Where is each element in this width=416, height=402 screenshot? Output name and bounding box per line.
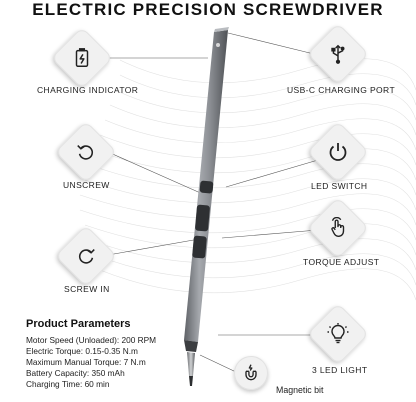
parameter-line: Battery Capacity: 350 mAh	[26, 368, 125, 378]
product-parameters	[26, 318, 216, 390]
magnetic-bit-label: Magnetic bit	[276, 385, 324, 395]
rotate-counterclockwise-icon	[75, 141, 97, 163]
parameter-line: Charging Time: 60 min	[26, 379, 110, 389]
unscrew-label: UNSCREW	[63, 180, 110, 190]
screw-in-label: SCREW IN	[64, 284, 110, 294]
magnet-icon	[241, 363, 261, 383]
battery-charging-icon	[71, 47, 93, 69]
magnetic-bit-badge	[234, 356, 268, 390]
page-title: ELECTRIC PRECISION SCREWDRIVER	[32, 0, 384, 19]
light-bulb-icon	[326, 322, 350, 346]
parameter-line: Motor Speed (Unloaded): 200 RPM	[26, 335, 157, 345]
parameter-line: Electric Torque: 0.15-0.35 N.m	[26, 346, 138, 356]
usb-icon	[327, 43, 349, 65]
rotate-clockwise-icon	[75, 245, 97, 267]
screw-in-badge	[55, 225, 117, 287]
led-light-label: 3 LED LIGHT	[312, 365, 368, 375]
torque-adjust-label: TORQUE ADJUST	[303, 257, 380, 267]
parameters-heading: Product Parameters	[26, 318, 131, 330]
charging-indicator-label: CHARGING INDICATOR	[37, 85, 139, 95]
led-light-badge	[307, 303, 369, 365]
usb-c-label: USB-C CHARGING PORT	[287, 85, 396, 95]
led-switch-badge	[307, 121, 369, 183]
torque-adjust-badge	[307, 197, 369, 259]
charging-indicator-badge	[51, 27, 113, 89]
hand-tap-icon	[327, 217, 349, 239]
usb-c-badge	[307, 23, 369, 85]
parameter-line: Maximum Manual Torque: 7 N.m	[26, 357, 146, 367]
led-switch-label: LED SWITCH	[311, 181, 368, 191]
unscrew-badge	[55, 121, 117, 183]
power-icon	[326, 140, 350, 164]
